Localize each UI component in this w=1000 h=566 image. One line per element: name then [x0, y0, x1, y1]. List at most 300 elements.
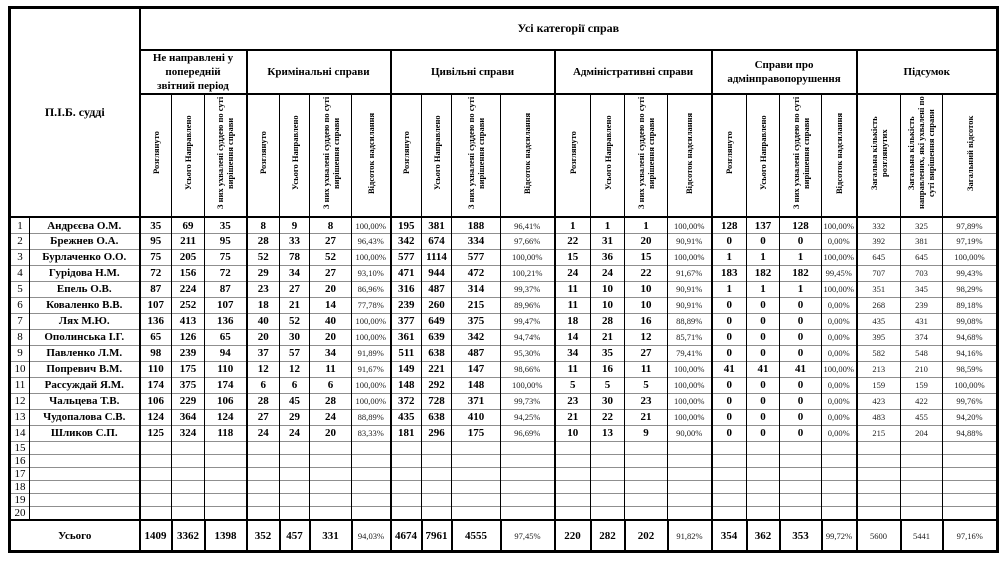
table-cell: 69: [172, 217, 205, 233]
table-cell: [247, 467, 280, 480]
table-cell: 14: [310, 297, 352, 313]
table-cell: [747, 480, 780, 493]
table-cell: 9: [280, 217, 310, 233]
table-cell: 577: [452, 249, 501, 265]
judge-name: [30, 480, 140, 493]
totals-cell: 352: [247, 520, 280, 552]
table-cell: 99,43%: [943, 265, 998, 281]
table-cell: 106: [205, 393, 247, 409]
table-cell: 8: [310, 217, 352, 233]
table-cell: [901, 467, 943, 480]
totals-cell: 1409: [140, 520, 172, 552]
table-cell: 11: [555, 361, 591, 377]
table-cell: [591, 454, 625, 467]
judge-name: Гурідова Н.М.: [30, 265, 140, 281]
table-cell: 224: [172, 281, 205, 297]
table-cell: 9: [625, 425, 668, 441]
judge-name: Епель О.В.: [30, 281, 140, 297]
table-cell: 16: [625, 313, 668, 329]
table-cell: 27: [280, 281, 310, 297]
table-row: [10, 281, 998, 297]
table-cell: 37: [247, 345, 280, 361]
column-header: [247, 94, 280, 217]
table-cell: 23: [625, 393, 668, 409]
table-cell: 99,08%: [943, 313, 998, 329]
table-cell: [310, 480, 352, 493]
table-cell: 36: [591, 249, 625, 265]
table-cell: 85,71%: [668, 329, 712, 345]
table-cell: 90,00%: [668, 425, 712, 441]
column-header: [712, 94, 747, 217]
table-cell: 10: [625, 297, 668, 313]
table-cell: [712, 441, 747, 454]
column-header: [352, 94, 391, 217]
table-cell: 94,68%: [943, 329, 998, 345]
table-cell: 94: [205, 345, 247, 361]
table-cell: 86,96%: [352, 281, 391, 297]
row-number: 17: [10, 467, 30, 480]
column-header-label: Усього Направлено: [431, 116, 442, 191]
table-row: [10, 217, 998, 233]
table-cell: 98,29%: [943, 281, 998, 297]
table-cell: 147: [452, 361, 501, 377]
table-cell: 125: [140, 425, 172, 441]
table-cell: 188: [452, 217, 501, 233]
table-cell: 0,00%: [822, 409, 857, 425]
table-cell: [555, 480, 591, 493]
table-cell: 1: [780, 249, 822, 265]
table-cell: 100,00%: [668, 377, 712, 393]
row-number: 1: [10, 217, 30, 233]
table-cell: 181: [391, 425, 422, 441]
table-cell: [352, 441, 391, 454]
table-cell: 645: [857, 249, 901, 265]
table-cell: 0: [712, 233, 747, 249]
table-cell: 364: [172, 409, 205, 425]
table-row: [10, 409, 998, 425]
table-cell: 0: [712, 313, 747, 329]
table-cell: 100,21%: [501, 265, 555, 281]
table-cell: 0: [780, 425, 822, 441]
totals-cell: 1398: [205, 520, 247, 552]
table-cell: 292: [422, 377, 452, 393]
table-cell: 124: [205, 409, 247, 425]
table-cell: 175: [172, 361, 205, 377]
table-cell: 10: [591, 297, 625, 313]
column-header-label: Розглянуто: [258, 131, 269, 175]
table-cell: 1: [625, 217, 668, 233]
table-cell: 30: [591, 393, 625, 409]
column-header: [591, 94, 625, 217]
table-row: [10, 493, 998, 506]
totals-cell: 5600: [857, 520, 901, 552]
table-cell: 31: [591, 233, 625, 249]
table-cell: [310, 506, 352, 520]
table-cell: [280, 454, 310, 467]
table-cell: 6: [247, 377, 280, 393]
table-cell: [501, 493, 555, 506]
table-cell: 0,00%: [822, 313, 857, 329]
row-number: 13: [10, 409, 30, 425]
table-cell: [352, 454, 391, 467]
table-cell: 239: [391, 297, 422, 313]
table-cell: 944: [422, 265, 452, 281]
table-cell: [780, 493, 822, 506]
judge-name: Шликов С.П.: [30, 425, 140, 441]
table-cell: [310, 467, 352, 480]
totals-cell: 354: [712, 520, 747, 552]
table-cell: 34: [280, 265, 310, 281]
totals-cell: 7961: [422, 520, 452, 552]
table-cell: 205: [172, 249, 205, 265]
table-cell: 100,00%: [668, 249, 712, 265]
table-cell: 21: [280, 297, 310, 313]
table-cell: 148: [452, 377, 501, 393]
column-header-label: З них ухвалені суддею по суті вирішення справи: [215, 97, 236, 210]
table-cell: 0: [747, 313, 780, 329]
table-cell: 24: [591, 265, 625, 281]
table-cell: [452, 467, 501, 480]
table-cell: [501, 467, 555, 480]
table-cell: 11: [625, 361, 668, 377]
table-cell: 98,59%: [943, 361, 998, 377]
totals-cell: 362: [747, 520, 780, 552]
table-cell: 34: [555, 345, 591, 361]
table-cell: 100,00%: [352, 217, 391, 233]
row-number: 2: [10, 233, 30, 249]
table-cell: [452, 506, 501, 520]
column-header: [205, 94, 247, 217]
row-number: 16: [10, 454, 30, 467]
table-cell: 65: [205, 329, 247, 345]
table-cell: [901, 493, 943, 506]
judge-name: Чудопалова С.В.: [30, 409, 140, 425]
table-cell: 24: [280, 425, 310, 441]
table-cell: 107: [140, 297, 172, 313]
table-cell: 374: [901, 329, 943, 345]
table-cell: [901, 441, 943, 454]
table-cell: 91,67%: [668, 265, 712, 281]
totals-cell: 4674: [391, 520, 422, 552]
table-cell: 94,25%: [501, 409, 555, 425]
table-cell: 0: [747, 233, 780, 249]
table-cell: [591, 480, 625, 493]
table-cell: [452, 441, 501, 454]
table-cell: 41: [780, 361, 822, 377]
judge-name: Павленко Л.М.: [30, 345, 140, 361]
table-cell: 5: [591, 377, 625, 393]
table-cell: 381: [422, 217, 452, 233]
table-cell: 487: [422, 281, 452, 297]
table-cell: [140, 467, 172, 480]
table-cell: 22: [591, 409, 625, 425]
judge-name: Бурлаченко О.О.: [30, 249, 140, 265]
table-cell: 342: [391, 233, 422, 249]
table-cell: 11: [555, 281, 591, 297]
table-cell: 435: [391, 409, 422, 425]
table-cell: 72: [205, 265, 247, 281]
row-number: 8: [10, 329, 30, 345]
column-header: [668, 94, 712, 217]
table-cell: 332: [857, 217, 901, 233]
table-cell: 487: [452, 345, 501, 361]
column-header: [172, 94, 205, 217]
table-cell: 183: [712, 265, 747, 281]
table-cell: 28: [591, 313, 625, 329]
table-cell: 97,66%: [501, 233, 555, 249]
row-number: 14: [10, 425, 30, 441]
table-cell: 98: [140, 345, 172, 361]
table-cell: [780, 467, 822, 480]
totals-cell: 97,16%: [943, 520, 998, 552]
table-cell: [422, 454, 452, 467]
table-cell: [625, 506, 668, 520]
table-cell: 0: [747, 393, 780, 409]
table-cell: 12: [625, 329, 668, 345]
table-cell: 0: [780, 393, 822, 409]
table-cell: [857, 493, 901, 506]
row-number: 10: [10, 361, 30, 377]
judge-name: Лях М.Ю.: [30, 313, 140, 329]
table-footer: [10, 520, 998, 552]
table-cell: 10: [555, 425, 591, 441]
table-cell: 707: [857, 265, 901, 281]
table-cell: 20: [310, 281, 352, 297]
table-cell: 21: [625, 409, 668, 425]
row-number: 6: [10, 297, 30, 313]
totals-cell: 4555: [452, 520, 501, 552]
table-cell: [591, 506, 625, 520]
table-cell: 100,00%: [501, 377, 555, 393]
table-cell: 27: [625, 345, 668, 361]
table-cell: [712, 467, 747, 480]
table-cell: 11: [310, 361, 352, 377]
table-cell: 16: [591, 361, 625, 377]
table-cell: [172, 480, 205, 493]
table-cell: 159: [857, 377, 901, 393]
table-cell: 182: [747, 265, 780, 281]
table-cell: 27: [247, 409, 280, 425]
table-cell: 27: [310, 233, 352, 249]
table-cell: 11: [555, 297, 591, 313]
table-row: [10, 480, 998, 493]
table-cell: 90,91%: [668, 281, 712, 297]
table-cell: 1: [747, 249, 780, 265]
table-cell: 0: [747, 377, 780, 393]
table-cell: 638: [422, 345, 452, 361]
table-cell: 1: [591, 217, 625, 233]
table-cell: [280, 480, 310, 493]
column-header-label: Відсоток надсилання: [684, 112, 695, 194]
table-cell: [668, 506, 712, 520]
table-cell: 126: [172, 329, 205, 345]
table-cell: 94,16%: [943, 345, 998, 361]
totals-row: [10, 520, 998, 552]
table-cell: [391, 506, 422, 520]
table-cell: [625, 480, 668, 493]
column-header-label: Відсоток надсилання: [833, 112, 844, 194]
table-cell: 96,41%: [501, 217, 555, 233]
table-cell: 18: [555, 313, 591, 329]
table-cell: 148: [391, 377, 422, 393]
column-header: [140, 94, 172, 217]
table-cell: [310, 441, 352, 454]
table-cell: [280, 441, 310, 454]
table-cell: 75: [205, 249, 247, 265]
table-cell: [422, 441, 452, 454]
table-cell: 20: [310, 425, 352, 441]
table-cell: 52: [310, 249, 352, 265]
table-cell: 34: [310, 345, 352, 361]
table-cell: [712, 454, 747, 467]
row-number: 3: [10, 249, 30, 265]
table-cell: [391, 493, 422, 506]
table-cell: 87: [205, 281, 247, 297]
table-cell: [205, 493, 247, 506]
judge-name: Ополинська І.Г.: [30, 329, 140, 345]
table-cell: [310, 493, 352, 506]
table-cell: 371: [452, 393, 501, 409]
totals-cell: 282: [591, 520, 625, 552]
table-cell: [555, 441, 591, 454]
table-cell: 381: [901, 233, 943, 249]
table-cell: 455: [901, 409, 943, 425]
column-header: [822, 94, 857, 217]
report-table: [8, 6, 999, 553]
row-number: 7: [10, 313, 30, 329]
table-cell: [591, 467, 625, 480]
table-cell: 260: [422, 297, 452, 313]
table-cell: [822, 441, 857, 454]
table-row: [10, 297, 998, 313]
table-cell: 0: [712, 409, 747, 425]
table-cell: 174: [205, 377, 247, 393]
table-cell: 128: [712, 217, 747, 233]
table-cell: [822, 467, 857, 480]
column-header: [780, 94, 822, 217]
column-header-label: Розглянуто: [401, 131, 412, 175]
table-cell: 28: [247, 233, 280, 249]
table-cell: 100,00%: [822, 361, 857, 377]
judge-name: Андрєєва О.М.: [30, 217, 140, 233]
table-cell: [352, 493, 391, 506]
table-cell: [901, 506, 943, 520]
table-row: [10, 361, 998, 377]
totals-cell: 97,45%: [501, 520, 555, 552]
table-cell: 20: [247, 329, 280, 345]
table-cell: 1: [747, 281, 780, 297]
table-cell: 649: [422, 313, 452, 329]
table-cell: [172, 441, 205, 454]
table-cell: [205, 441, 247, 454]
table-cell: 0: [747, 297, 780, 313]
table-cell: 156: [172, 265, 205, 281]
table-cell: 100,00%: [943, 377, 998, 393]
table-cell: 0: [747, 409, 780, 425]
header-pib-suddi: П.І.Б. судді: [10, 8, 140, 218]
table-cell: 88,89%: [668, 313, 712, 329]
column-header-label: З них ухвалені суддею по суті вирішення справи: [790, 97, 811, 210]
table-cell: 0,00%: [822, 425, 857, 441]
table-cell: [422, 493, 452, 506]
table-row: [10, 313, 998, 329]
table-cell: 90,91%: [668, 297, 712, 313]
table-cell: 372: [391, 393, 422, 409]
column-header: [747, 94, 780, 217]
table-cell: 174: [140, 377, 172, 393]
column-group-header: Підсумок: [857, 50, 998, 95]
table-cell: 90,91%: [668, 233, 712, 249]
judge-name: Коваленко В.В.: [30, 297, 140, 313]
table-cell: 239: [901, 297, 943, 313]
table-cell: [452, 480, 501, 493]
table-cell: [172, 454, 205, 467]
column-header: [310, 94, 352, 217]
table-cell: 582: [857, 345, 901, 361]
column-header: [422, 94, 452, 217]
table-cell: 8: [247, 217, 280, 233]
judge-name: Брежнев О.А.: [30, 233, 140, 249]
table-cell: [591, 493, 625, 506]
table-cell: 395: [857, 329, 901, 345]
table-cell: 221: [422, 361, 452, 377]
table-row: [10, 467, 998, 480]
table-cell: 0: [780, 377, 822, 393]
table-cell: 28: [247, 393, 280, 409]
table-cell: 15: [555, 249, 591, 265]
table-cell: [857, 441, 901, 454]
header-row-columns: [10, 94, 998, 217]
totals-cell: 3362: [172, 520, 205, 552]
table-cell: 361: [391, 329, 422, 345]
table-cell: [172, 467, 205, 480]
table-row: [10, 506, 998, 520]
table-cell: 136: [205, 313, 247, 329]
table-cell: 23: [247, 281, 280, 297]
table-cell: 182: [780, 265, 822, 281]
table-cell: [391, 441, 422, 454]
table-cell: 334: [452, 233, 501, 249]
table-cell: 91,89%: [352, 345, 391, 361]
row-number: 5: [10, 281, 30, 297]
table-cell: 1: [780, 281, 822, 297]
table-cell: [780, 441, 822, 454]
table-cell: 35: [205, 217, 247, 233]
table-cell: [247, 454, 280, 467]
table-cell: [901, 480, 943, 493]
table-cell: 229: [172, 393, 205, 409]
table-cell: 0: [747, 329, 780, 345]
table-cell: 35: [591, 345, 625, 361]
table-cell: 27: [310, 265, 352, 281]
table-cell: 75: [140, 249, 172, 265]
table-cell: 100,00%: [668, 361, 712, 377]
table-cell: [668, 441, 712, 454]
table-cell: [625, 441, 668, 454]
row-number: 15: [10, 441, 30, 454]
table-cell: 0,00%: [822, 393, 857, 409]
table-cell: 12: [247, 361, 280, 377]
table-cell: 128: [780, 217, 822, 233]
column-header: [625, 94, 668, 217]
table-cell: 0,00%: [822, 297, 857, 313]
table-cell: 77,78%: [352, 297, 391, 313]
table-cell: 0: [712, 297, 747, 313]
table-header: [10, 8, 998, 218]
table-cell: 342: [452, 329, 501, 345]
table-row: [10, 393, 998, 409]
table-cell: 24: [555, 265, 591, 281]
